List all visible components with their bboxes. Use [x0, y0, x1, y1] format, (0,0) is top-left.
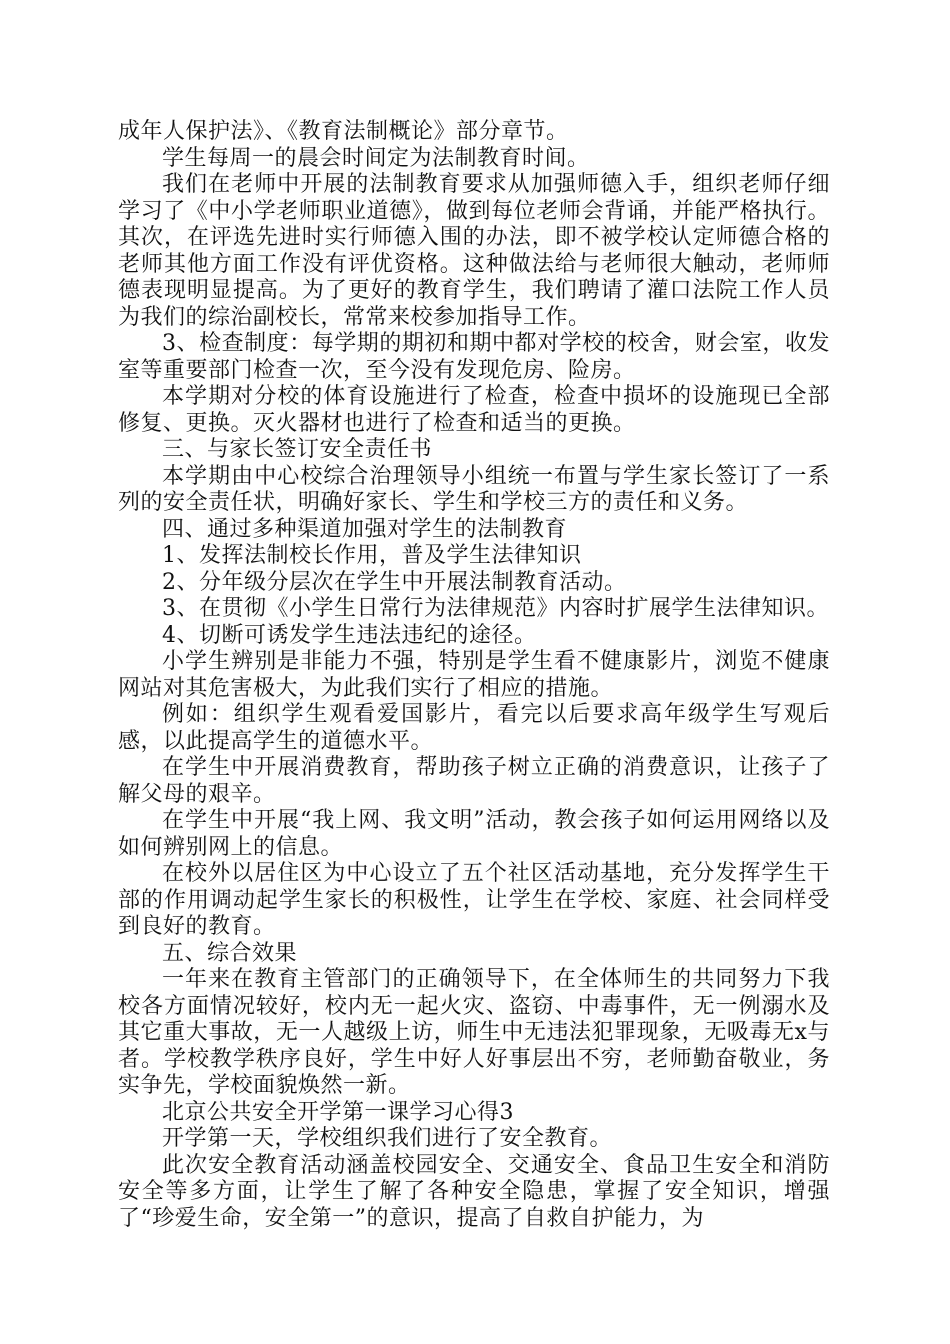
- section-heading-3: 三、与家长签订安全责任书: [162, 437, 433, 462]
- article-title: 北京公共安全开学第一课学习心得3: [162, 1099, 514, 1125]
- paragraph-discernment: 小学生辨别是非能力不强，特别是学生看不健康影片，浏览不健康网站对其危害极大，为此我们实行了相应的措施。: [118, 649, 830, 701]
- section-heading-5: 五、综合效果: [162, 940, 298, 966]
- paragraph-overall-results: 一年来在教育主管部门的正确领导下，在全体师生的共同努力下我校各方面情况较好，校内无一起火灾、盗窃、中毒事件，无一例溺水及其它重大事故，无一人越级上访，师生中无违法犯罪现象，无吸毒无x与者。学校教学秩序良好，学生中好人好事层出不穷，老师勤奋敬业，务实争先，学校面貌焕然一新。: [118, 967, 830, 1098]
- paragraph-teacher-ethics: 我们在老师中开展的法制教育要求从加强师德入手，组织老师仔细学习了《中小学老师职业道德》，做到每位老师会背诵，并能严格执行。其次，在评选先进时实行师德入围的办法，即不被学校认定师德合格的老师其他方面工作没有评优资格。这种做法给与老师很大触动，老师师德表现明显提高。为了更好的教育学生，我们聘请了灌口法院工作人员为我们的综治副校长，常常来校参加指导工作。: [118, 172, 830, 330]
- paragraph-community-bases: 在校外以居住区为中心设立了五个社区活动基地，充分发挥学生干部的作用调动起学生家长的积极性，让学生在学校、家庭、社会同样受到良好的教育。: [118, 861, 830, 939]
- paragraph-continuation: 成年人保护法》、《教育法制概论》部分章节。: [118, 119, 569, 144]
- paragraph-example-films: 例如：组织学生观看爱国影片，看完以后要求高年级学生写观后感，以此提高学生的道德水平。: [118, 702, 830, 754]
- paragraph-morning-meeting: 学生每周一的晨会时间定为法制教育时间。: [162, 145, 590, 171]
- list-item-4: 4、切断可诱发学生违法违纪的途径。: [162, 622, 537, 648]
- paragraph-consumer-education: 在学生中开展消费教育，帮助孩子树立正确的消费意识，让孩子了解父母的艰辛。: [118, 755, 830, 807]
- document-body: [118, 119, 830, 1232]
- section-heading-4: 四、通过多种渠道加强对学生的法制教育: [162, 516, 568, 542]
- paragraph-safety-activity: 此次安全教育活动涵盖校园安全、交通安全、食品卫生安全和消防安全等多方面，让学生了解了各种安全隐患，掌握了安全知识，增强了“珍爱生命，安全第一”的意识，提高了自救自护能力，为: [118, 1152, 830, 1231]
- list-item-1: 1、发挥法制校长作用，普及学生法律知识: [162, 543, 582, 568]
- paragraph-inspection-system: 3、检查制度：每学期的期初和期中都对学校的校舍，财会室，收发室等重要部门检查一次，至今没有发现危房、险房。: [118, 331, 830, 383]
- paragraph-internet-activity: 在学生中开展“我上网、我文明”活动，教会孩子如何运用网络以及如何辨别网上的信息。: [118, 808, 830, 860]
- paragraph-first-day: 开学第一天，学校组织我们进行了安全教育。: [162, 1126, 613, 1151]
- list-item-2: 2、分年级分层次在学生中开展法制教育活动。: [162, 569, 627, 595]
- paragraph-responsibility-letter: 本学期由中心校综合治理领导小组统一布置与学生家长签订了一系列的安全责任状，明确好家长、学生和学校三方的责任和义务。: [118, 463, 830, 515]
- list-item-3: 3、在贯彻《小学生日常行为法律规范》内容时扩展学生法律知识。: [162, 596, 829, 621]
- paragraph-sports-facilities: 本学期对分校的体育设施进行了检查，检查中损坏的设施现已全部修复、更换。灭火器材也进行了检查和适当的更换。: [118, 384, 830, 436]
